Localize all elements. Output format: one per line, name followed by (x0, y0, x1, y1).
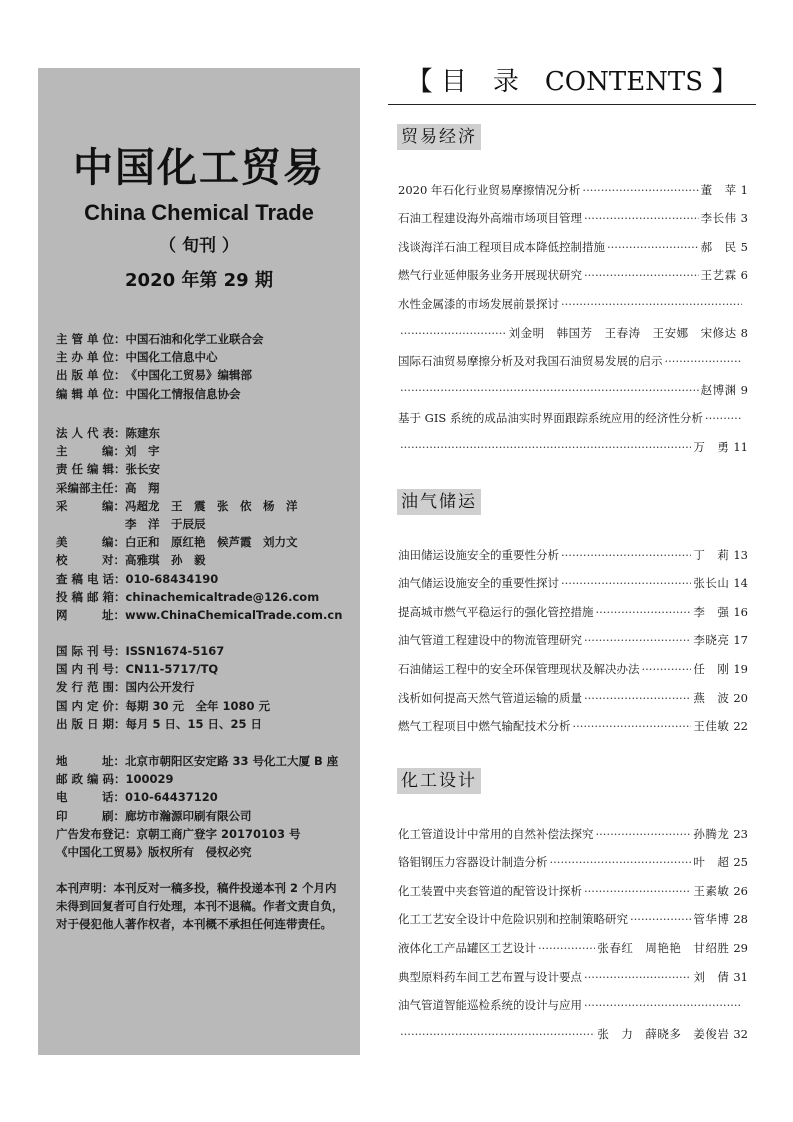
info-label: 印 刷： (56, 808, 125, 823)
toc-entry-authors: 张长山 (693, 576, 730, 591)
info-value: 廊坊市瀚源印刷有限公司 (125, 808, 252, 823)
info-row (56, 642, 270, 660)
info-row (56, 330, 264, 348)
info-label: 美 编： (56, 535, 125, 550)
info-label: 校 对： (56, 553, 125, 568)
info-row (56, 715, 270, 733)
info-row (56, 442, 342, 460)
publisher-info (56, 330, 264, 403)
toc-entry-authors: 张 力 薛晓多 姜俊岩 (597, 1026, 730, 1041)
section-title-trade-economy: 贸易经济 (397, 124, 481, 150)
toc-entry[interactable] (398, 172, 748, 201)
toc-entry-page: 5 (740, 239, 748, 254)
info-value: 冯超龙 王 震 张 依 杨 洋 (125, 498, 298, 513)
info-label: 采 编： (56, 498, 125, 513)
info-label: 出 版 日 期： (56, 716, 126, 731)
info-label: 投 稿 邮 箱： (56, 589, 126, 604)
toc-entry-page: 31 (733, 969, 748, 984)
dot-leader (584, 691, 691, 706)
toc-entry-title: 2020 年石化行业贸易摩擦情况分析 (398, 182, 581, 197)
toc-entry-authors: 李晓亮 (693, 633, 730, 648)
toc-entry-page: 26 (733, 883, 748, 898)
toc-entry-authors: 任 刚 (693, 661, 730, 676)
dot-leader (584, 268, 699, 283)
dot-leader (400, 326, 507, 341)
info-row (56, 752, 338, 770)
toc-entry[interactable] (398, 902, 748, 931)
toc-entry[interactable] (398, 930, 748, 959)
info-label: 编 辑 单 位： (56, 386, 126, 401)
dot-leader (642, 662, 692, 677)
toc-entry-title: 液体化工产品罐区工艺设计 (398, 940, 536, 955)
info-value: 010-68434190 (125, 571, 219, 586)
toc-entry-authors: 丁 莉 (693, 547, 730, 562)
toc-entry-page: 9 (740, 382, 748, 397)
info-row (56, 533, 342, 551)
info-label (56, 515, 125, 533)
toc-entry-title: 水性金属漆的市场发展前景探讨 (398, 296, 559, 311)
toc-entry-page: 13 (733, 547, 748, 562)
toc-entry[interactable] (398, 566, 748, 595)
dot-leader (584, 970, 691, 985)
toc-entry-page: 25 (733, 855, 748, 870)
toc-entry-title: 浅析如何提高天然气管道运输的质量 (398, 690, 582, 705)
section-title-oil-gas-storage: 油气储运 (397, 489, 481, 515)
toc-entry-page: 14 (733, 576, 748, 591)
toc-entry-authors: 郝 民 (700, 239, 737, 254)
toc-entry[interactable] (398, 315, 748, 344)
toc-entry-authors: 李长伟 (700, 211, 737, 226)
dot-leader (400, 440, 691, 455)
info-label: 法 人 代 表： (56, 426, 126, 440)
info-row (56, 807, 338, 825)
info-value: 国内公开发行 (125, 680, 195, 695)
toc-entry-title: 燃气工程项目中燃气输配技术分析 (398, 719, 571, 734)
dot-leader (561, 297, 742, 312)
toc-entry-page: 20 (733, 690, 748, 705)
info-value: chinachemicaltrade@126.com (125, 589, 320, 604)
publication-info (56, 642, 270, 733)
dot-leader (538, 941, 595, 956)
info-value: 中国化工信息中心 (125, 350, 218, 365)
toc-entry-page: 16 (733, 604, 748, 619)
toc-entry-page: 8 (740, 325, 748, 340)
toc-entry-title: 浅谈海洋石油工程项目成本降低控制措施 (398, 239, 605, 254)
info-row (56, 788, 338, 806)
info-label: 出 版 单 位： (56, 368, 126, 383)
toc-entry-page: 29 (733, 940, 748, 955)
toc-entry[interactable] (398, 401, 748, 430)
toc-entry[interactable] (398, 258, 748, 287)
contact-info (56, 752, 338, 861)
toc-entry-page: 28 (733, 912, 748, 927)
info-label: 国 际 刊 号： (56, 644, 126, 658)
dot-leader (561, 576, 691, 591)
dot-leader (584, 998, 742, 1013)
toc-entry[interactable] (398, 286, 748, 315)
dot-leader (582, 183, 698, 198)
dot-leader (400, 383, 699, 398)
info-row (56, 770, 338, 788)
toc-entry-authors: 管华博 (693, 912, 730, 927)
toc-entry-page: 3 (740, 211, 748, 226)
toc-entry-title: 化工管道设计中常用的自然补偿法探究 (398, 826, 594, 841)
toc-entry-title: 油田储运设施安全的重要性分析 (398, 547, 559, 562)
info-value: 张长安 (125, 462, 161, 477)
info-row (56, 497, 342, 515)
info-row (56, 348, 264, 366)
toc-entry-page: 19 (733, 661, 748, 676)
toc-entry-authors: 王艺霖 (700, 268, 737, 283)
editorial-staff (56, 424, 342, 624)
info-label: 国 内 刊 号： (56, 662, 126, 677)
dot-leader (665, 354, 743, 369)
info-value: www.ChinaChemicalTrade.com.cn (125, 608, 343, 623)
info-row (56, 460, 342, 478)
info-value: 白正和 原红艳 候芦霞 刘力文 (125, 535, 298, 550)
info-value: 高 翔 (125, 480, 160, 495)
toc-entry-authors: 孙腾龙 (693, 826, 730, 841)
info-row (56, 515, 342, 533)
toc-entry[interactable] (398, 344, 748, 373)
toc-entry[interactable] (398, 623, 748, 652)
toc-entry-authors: 燕 波 (693, 690, 730, 705)
toc-entry-page: 11 (733, 439, 748, 454)
toc-entry-authors: 王佳敏 (693, 719, 730, 734)
toc-entry[interactable] (398, 429, 748, 458)
info-value: 京朝工商广登字 20170103 号 (136, 826, 301, 841)
info-label: 发 行 范 围： (56, 680, 126, 695)
toc-section-chemical-design (398, 816, 748, 1045)
toc-entry-title: 典型原料药车间工艺布置与设计要点 (398, 969, 582, 984)
toc-entry[interactable] (398, 201, 748, 230)
toc-entry-authors: 刘金明 韩国芳 王春涛 王安娜 宋修达 (508, 325, 737, 340)
toc-entry-title: 化工工艺安全设计中危险识别和控制策略研究 (398, 912, 628, 927)
toc-entry[interactable] (398, 988, 748, 1017)
toc-entry-title: 铬钼钢压力容器设计制造分析 (398, 855, 548, 870)
toc-entry[interactable] (398, 1016, 748, 1045)
info-label: 国 内 定 价： (56, 698, 126, 713)
contents-divider (388, 104, 756, 105)
info-row (56, 843, 338, 861)
info-row (56, 588, 342, 606)
magazine-title-en: China Chemical Trade (84, 200, 314, 225)
masthead-panel (38, 68, 360, 1055)
toc-entry-authors: 李 强 (693, 604, 730, 619)
toc-entry-authors: 叶 超 (693, 855, 730, 870)
info-value: ISSN1674-5167 (125, 644, 225, 658)
info-value: 中国化工情报信息协会 (125, 386, 241, 401)
dot-leader (584, 884, 691, 899)
info-value: 刘 宇 (125, 444, 160, 459)
toc-entry[interactable] (398, 873, 748, 902)
toc-entry-page: 17 (733, 633, 748, 648)
toc-entry-title: 基于 GIS 系统的成品油实时界面跟踪系统应用的经济性分析 (398, 411, 703, 426)
contents-header: 【 目 录 CONTENTS 】 (406, 67, 738, 97)
info-value: 010-64437120 (125, 790, 218, 805)
info-row (56, 606, 342, 624)
toc-entry-authors: 万 勇 (693, 439, 730, 454)
dot-leader (705, 411, 742, 426)
info-label: 主 办 单 位： (56, 350, 126, 365)
info-value: 每月 5 日、15 日、25 日 (125, 716, 263, 731)
info-label: 邮 政 编 码： (56, 772, 126, 787)
dot-leader (584, 633, 691, 648)
toc-entry-authors: 赵博渊 (700, 382, 737, 397)
info-label: 广告发布登记： (56, 826, 137, 841)
info-row (56, 697, 270, 715)
toc-section-oil-gas-storage (398, 537, 748, 737)
toc-entry-title: 油气管道工程建设中的物流管理研究 (398, 633, 582, 648)
info-row (56, 385, 264, 403)
toc-entry[interactable] (398, 709, 748, 738)
toc-entry[interactable] (398, 845, 748, 874)
toc-entry-title: 提高城市燃气平稳运行的强化管控措施 (398, 604, 594, 619)
info-label: 主 管 单 位： (56, 332, 126, 346)
toc-entry[interactable] (398, 229, 748, 258)
toc-entry-authors: 张春红 周艳艳 甘绍胜 (597, 940, 730, 955)
toc-entry-title: 化工装置中夹套管道的配管设计探析 (398, 883, 582, 898)
info-row (56, 570, 342, 588)
info-value: 陈建东 (125, 426, 161, 440)
toc-entry-title: 油气管道智能巡检系统的设计与应用 (398, 998, 582, 1013)
toc-entry-title: 油气储运设施安全的重要性探讨 (398, 576, 559, 591)
toc-entry-title: 燃气行业延伸服务业务开展现状研究 (398, 268, 582, 283)
info-label: 责 任 编 辑： (56, 462, 126, 477)
dot-leader (400, 1027, 595, 1042)
info-label: 主 编： (56, 444, 125, 459)
dot-leader (596, 827, 692, 842)
dot-leader (607, 240, 699, 255)
section-title-chemical-design: 化工设计 (397, 768, 481, 794)
info-value: CN11-5717/TQ (125, 662, 219, 677)
info-row (56, 424, 342, 442)
info-value: 《中国化工贸易》版权所有 侵权必究 (56, 845, 252, 860)
toc-entry[interactable] (398, 959, 748, 988)
info-row (56, 479, 342, 497)
info-row (56, 660, 270, 678)
toc-entry[interactable] (398, 594, 748, 623)
info-value: 中国石油和化学工业联合会 (125, 332, 264, 346)
toc-entry[interactable] (398, 651, 748, 680)
info-label: 网 址： (56, 608, 125, 623)
info-row (56, 678, 270, 696)
toc-entry-page: 1 (740, 182, 748, 197)
info-label: 查 稿 电 话： (56, 571, 126, 586)
toc-entry-authors: 董 苹 (700, 182, 737, 197)
dot-leader (584, 211, 699, 226)
info-value: 高雅琪 孙 毅 (125, 553, 206, 568)
info-value: 北京市朝阳区安定路 33 号化工大厦 B 座 (125, 754, 339, 768)
toc-entry[interactable] (398, 537, 748, 566)
toc-entry-title: 石油工程建设海外高端市场项目管理 (398, 211, 582, 226)
dot-leader (596, 605, 692, 620)
toc-entry-page: 23 (733, 826, 748, 841)
toc-entry-page: 32 (733, 1026, 748, 1041)
dot-leader (573, 719, 692, 734)
toc-entry[interactable] (398, 372, 748, 401)
toc-entry-title: 国际石油贸易摩擦分析及对我国石油贸易发展的启示 (398, 354, 663, 369)
info-value: 李 洋 于辰辰 (125, 517, 206, 532)
toc-entry-title: 石油储运工程中的安全环保管理现状及解决办法 (398, 661, 640, 676)
info-row (56, 825, 338, 843)
info-row (56, 551, 342, 569)
copyright-notice: 本刊声明：本刊反对一稿多投，稿件投递本刊 2 个月内未得到回复者可自行处理，本刊不退稿。作者文责自负，对于侵犯他人著作权者，本刊概不承担任何连带责任。 (56, 881, 344, 932)
dot-leader (630, 912, 691, 927)
toc-section-trade-economy (398, 172, 748, 458)
toc-entry-page: 6 (740, 268, 748, 283)
magazine-frequency: （ 旬刊 ） (159, 236, 239, 256)
dot-leader (550, 855, 692, 870)
info-row (56, 366, 264, 384)
info-value: 100029 (125, 772, 174, 787)
info-label: 电 话： (56, 790, 125, 805)
dot-leader (561, 548, 691, 563)
info-value: 每期 30 元 全年 1080 元 (125, 698, 271, 713)
toc-entry-authors: 刘 倩 (693, 969, 730, 984)
magazine-title-cn: 中国化工贸易 (73, 145, 325, 191)
toc-entry-authors: 王素敏 (693, 883, 730, 898)
info-label: 采编部主任： (56, 480, 125, 495)
toc-entry-page: 22 (733, 719, 748, 734)
toc-entry[interactable] (398, 816, 748, 845)
info-label: 地 址： (56, 754, 125, 768)
info-value: 《中国化工贸易》编辑部 (125, 368, 253, 383)
magazine-issue: 2020 年第 29 期 (125, 270, 273, 291)
toc-entry[interactable] (398, 680, 748, 709)
